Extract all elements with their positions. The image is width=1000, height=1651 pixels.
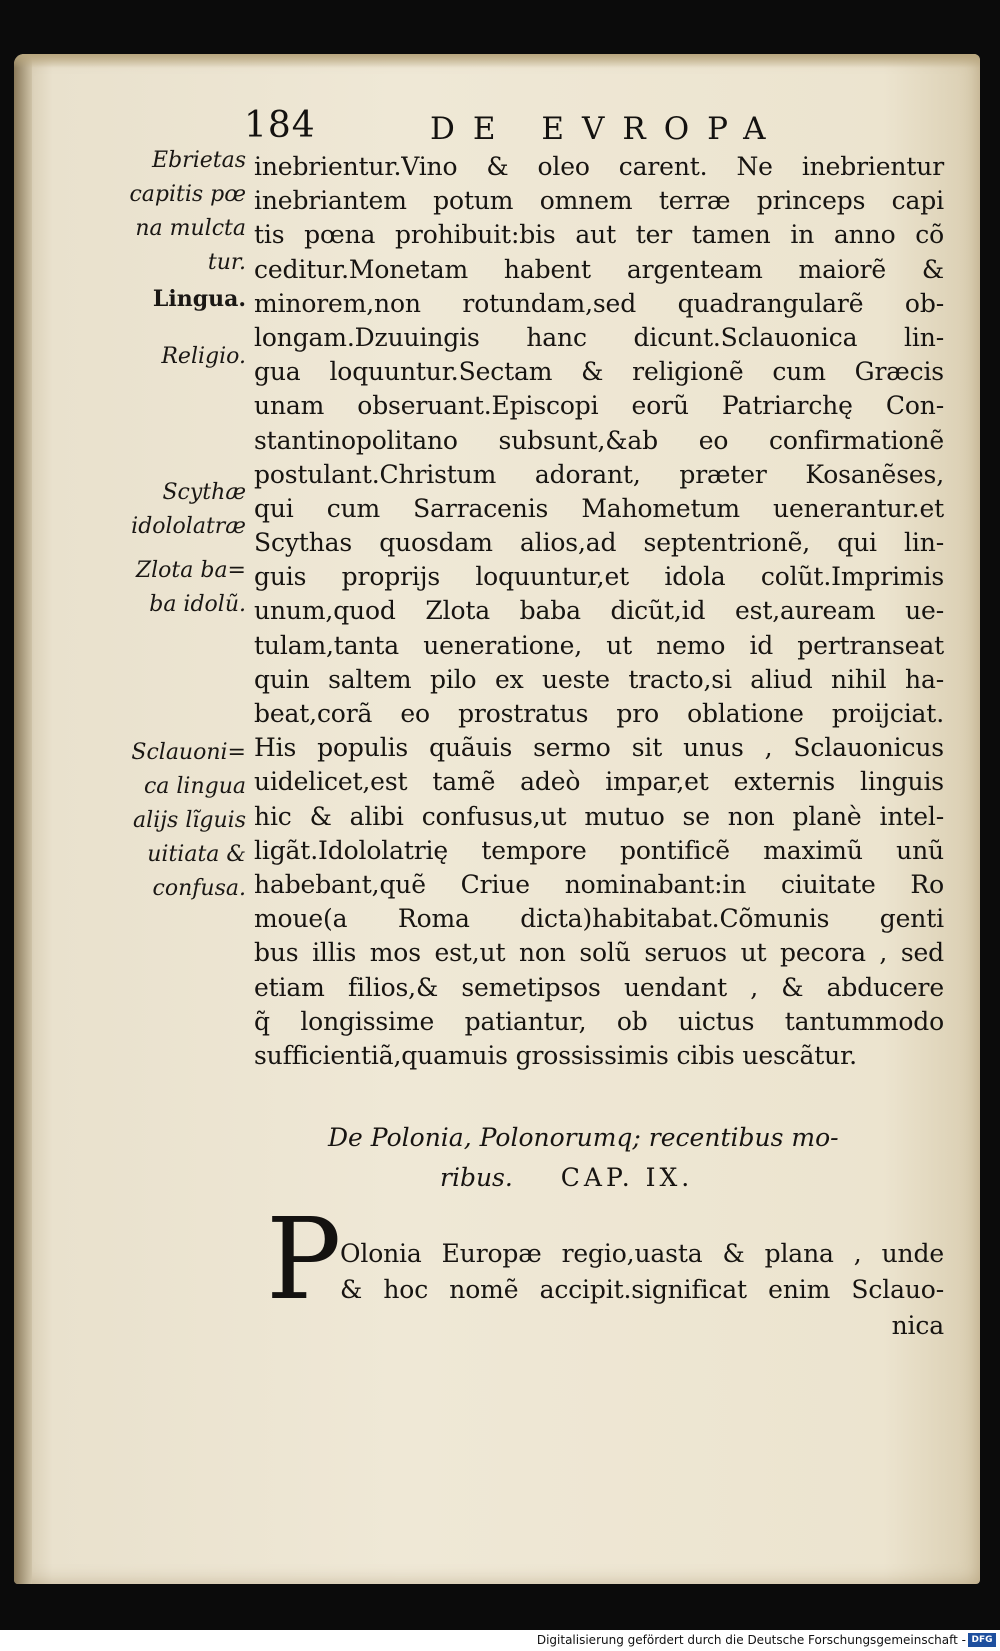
page-header bbox=[244, 105, 804, 149]
dfg-logo: DFG bbox=[968, 1633, 996, 1647]
text-line: etiam filios,& semetipsos uendant , & abducere bbox=[254, 972, 944, 1002]
text-line: quin saltem pilo ex ueste tracto,si aliud nihil ha- bbox=[254, 664, 944, 694]
text-line: inebriantem potum omnem terræ princeps capi bbox=[254, 186, 944, 216]
text-line: hic & alibi confusus,ut mutuo se non planè intel- bbox=[254, 801, 944, 831]
marginal-note-lingua: Lingua. bbox=[152, 286, 246, 312]
text-line: habebant,quẽ Criue nominabant:in ciuitate Ro bbox=[254, 869, 944, 899]
page-top-edge bbox=[14, 54, 980, 68]
text-line: minorem,non rotundam,sed quadrangularẽ ob- bbox=[254, 288, 944, 318]
text-line: unum,quod Zlota baba dicũt,id est,auream ue- bbox=[254, 596, 944, 626]
text-line: ligãt.Idololatrię tempore pontificẽ maximũ unũ bbox=[254, 835, 944, 865]
running-title: DE EVROPA bbox=[430, 111, 784, 147]
text-line: tis pœna prohibuit:bis aut ter tamen in anno cõ bbox=[254, 220, 944, 250]
marginal-note-ebrietas: Ebrietas capitis pœ na mulcta tur. bbox=[129, 148, 246, 275]
chapter-heading-line-2 bbox=[254, 1158, 944, 1198]
chapter-paragraph bbox=[340, 1236, 944, 1344]
text-line: sufficientiã,quamuis grossissimis cibis uescãtur. bbox=[254, 1040, 857, 1070]
page-number: 184 bbox=[244, 105, 316, 146]
text-line: uidelicet,est tamẽ adeò impar,et externis linguis bbox=[254, 767, 944, 797]
chapter-heading-title-end: ribus. bbox=[440, 1163, 513, 1192]
chapter-heading-title-cont: recentibus mo- bbox=[648, 1123, 839, 1152]
text-line: gua loquuntur.Sectam & religionẽ cum Græcis bbox=[254, 357, 944, 387]
text-line: Scythas quosdam alios,ad septentrionẽ, qui lin- bbox=[254, 528, 944, 558]
text-line: moue(a Roma dicta)habitabat.Cõmunis genti bbox=[254, 904, 944, 934]
text-line: Olonia Europæ regio,uasta & plana , unde bbox=[340, 1239, 944, 1268]
chapter-heading-title: De Polonia, Polonorumq; bbox=[328, 1123, 641, 1152]
text-line: guis proprijs loquuntur,et idola colũt.Imprimis bbox=[254, 562, 944, 592]
marginal-note-sclauonica: Sclauoni= ca lingua alijs lĩguis uitiata & confusa. bbox=[131, 740, 246, 901]
text-line: q̃ longissime patiantur, ob uictus tantummodo bbox=[254, 1006, 944, 1036]
text-line: inebrientur.Vino & oleo carent. Ne inebrientur bbox=[254, 152, 944, 181]
marginalia bbox=[96, 150, 246, 950]
text-line: unam obseruant.Episcopi eorũ Patriarchę Con- bbox=[254, 391, 944, 421]
text-line: postulant.Christum adorant, præter Kosanẽses, bbox=[254, 459, 944, 489]
body-text bbox=[254, 150, 944, 1073]
marginal-note-zlota-baba: Zlota ba= ba idolũ. bbox=[135, 558, 246, 617]
drop-cap: P bbox=[266, 1195, 342, 1325]
text-line: & hoc nomẽ accipit.significat enim Sclauo- bbox=[340, 1275, 944, 1304]
text-line: qui cum Sarracenis Mahometum uenerantur.et bbox=[254, 493, 944, 523]
text-line: His populis quãuis sermo sit unus , Sclauonicus bbox=[254, 733, 944, 763]
page-edge bbox=[14, 54, 32, 1584]
marginal-note-religio: Religio. bbox=[161, 344, 246, 369]
text-line: stantinopolitano subsunt,&ab eo confirmationẽ bbox=[254, 425, 944, 455]
text-line: bus illis mos est,ut non solũ seruos ut pecora , sed bbox=[254, 938, 944, 968]
text-line: longam.Dzuuingis hanc dicunt.Sclauonica lin- bbox=[254, 322, 944, 352]
digitization-credit: Digitalisierung gefördert durch die Deutsche Forschungsgemeinschaft - bbox=[536, 1633, 966, 1647]
text-line: tulam,tanta ueneratione, ut nemo id pertranseat bbox=[254, 630, 944, 660]
marginal-note-scythae: Scythæ idololatræ bbox=[131, 480, 246, 539]
chapter-number: CAP. IX. bbox=[560, 1163, 694, 1192]
chapter-heading-line-1 bbox=[254, 1118, 944, 1158]
text-line: beat,corã eo prostratus pro oblatione proijciat. bbox=[254, 699, 944, 728]
catchword: nica bbox=[891, 1311, 944, 1340]
chapter-heading bbox=[254, 1118, 944, 1198]
text-line: ceditur.Monetam habent argenteam maiorẽ & bbox=[254, 254, 944, 284]
